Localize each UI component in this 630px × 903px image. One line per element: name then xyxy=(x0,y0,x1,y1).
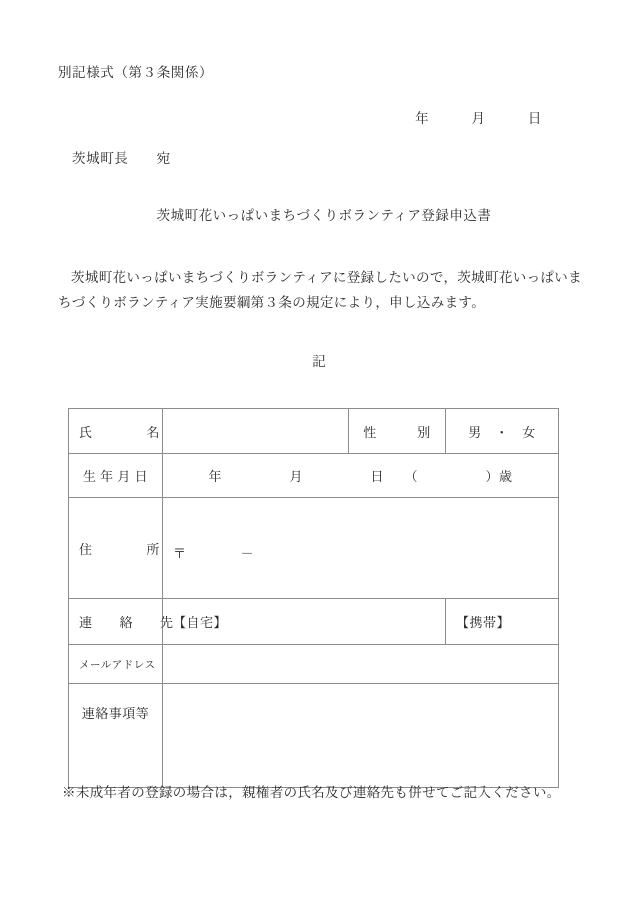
row-label-gender: 性 別 xyxy=(349,409,446,454)
row-label-notes: 連絡事項等 xyxy=(69,684,163,788)
input-birthdate[interactable]: 年 月 日 （ ）歳 xyxy=(163,454,559,498)
addressee-line: 茨城町長 宛 xyxy=(72,151,171,166)
postal-code-mark: 〒 － xyxy=(173,546,255,561)
ki-marker: 記 xyxy=(312,354,326,369)
input-home-phone[interactable]: 【自宅】 xyxy=(163,599,446,645)
body-paragraph-line-1: 茨城町花いっぱいまちづくりボランティアに登録したいので，茨城町花いっぱいま xyxy=(71,270,582,285)
page-title: 茨城町花いっぱいまちづくりボランティア登録申込書 xyxy=(156,208,492,223)
input-mobile-phone[interactable]: 【携帯】 xyxy=(446,599,559,645)
row-label-birthdate: 生 年 月 日 xyxy=(69,454,163,498)
table-row-name xyxy=(69,409,559,454)
input-name[interactable] xyxy=(163,409,349,454)
date-entry-line: 年 月 日 xyxy=(415,111,542,126)
form-code-label: 別記様式（第３条関係） xyxy=(58,65,214,80)
row-label-email: メールアドレス xyxy=(69,645,163,684)
input-address[interactable] xyxy=(163,498,559,599)
body-paragraph xyxy=(58,265,582,315)
row-label-contact: 連 絡 先 xyxy=(69,599,163,645)
table-row-contact xyxy=(69,599,559,645)
table-row-email xyxy=(69,645,559,684)
footnote-minor-notice: ※未成年者の登録の場合は，親権者の氏名及び連絡先も併せてご記入ください。 xyxy=(62,785,561,800)
table-row-notes xyxy=(69,684,559,788)
gender-choice[interactable]: 男 ・ 女 xyxy=(446,409,559,454)
body-paragraph-line-2: ちづくりボランティア実施要綱第３条の規定により，申し込みます。 xyxy=(58,295,486,310)
row-label-name: 氏 名 xyxy=(69,409,163,454)
table-row-birthdate xyxy=(69,454,559,498)
input-email[interactable] xyxy=(163,645,559,684)
application-form-table xyxy=(68,408,559,788)
input-notes[interactable] xyxy=(163,684,559,788)
row-label-address: 住 所 xyxy=(69,498,163,599)
table-row-address xyxy=(69,498,559,599)
